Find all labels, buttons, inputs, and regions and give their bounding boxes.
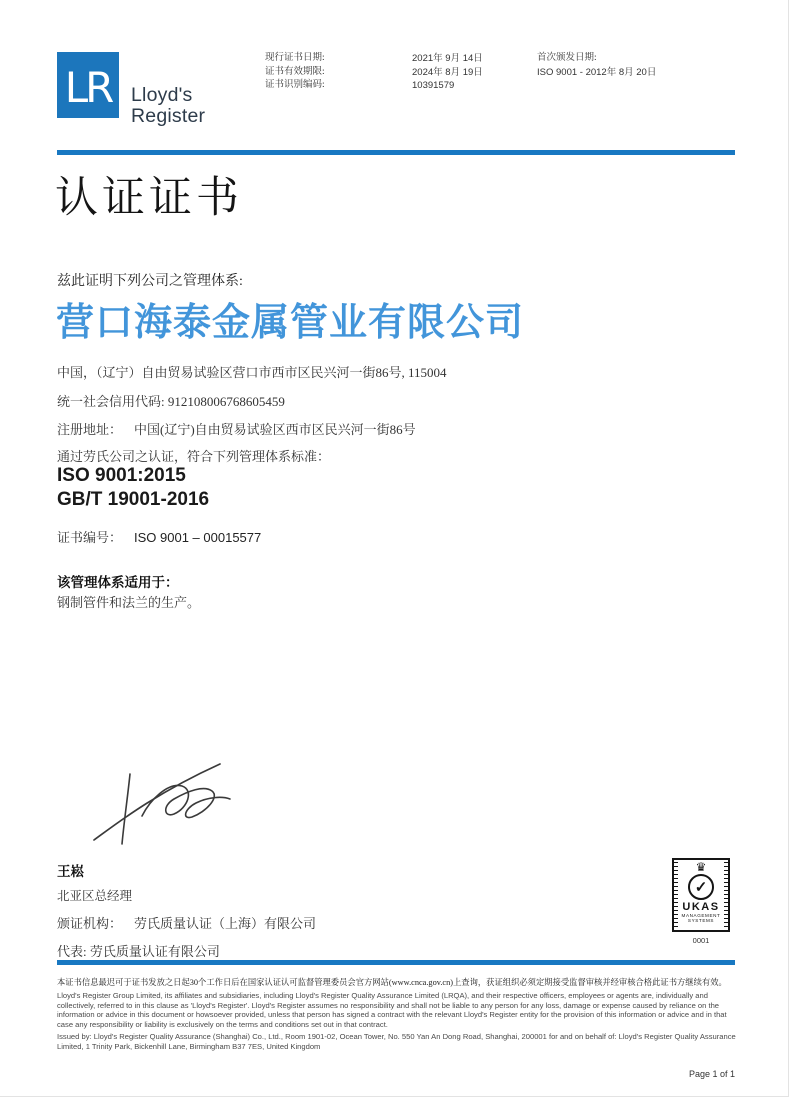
footer-disclaimer: Lloyd's Register Group Limited, its affiliates and subsidiaries, including Lloyd's Register Quality Assurance Limited (LRQA), and their respective officers, employees or agents are, individually and collectively, referred to in this clause as 'Lloyd's Register'. Lloyd's Register assumes no responsibility and shall not be liable to any person for any loss, damage or expense caused by reliance on the information or advice in this document or howsoever provided, unless that person has signed a contract with the relevant Lloyd's Register entity for the provision of this information or advice and in that case any responsibility or liability is exclusively on the terms and conditions set out in that contract. bbox=[57, 990, 727, 1030]
standards-block bbox=[57, 464, 209, 512]
issuing-body-label: 颁证机构： bbox=[57, 916, 123, 931]
current-issue-date-value: 2021年 9月 14日 bbox=[412, 53, 483, 64]
logo-wordmark-line2: Register bbox=[131, 105, 206, 127]
ukas-number: 0001 bbox=[692, 936, 710, 945]
standard-gbt: GB/T 19001-2016 bbox=[57, 489, 210, 510]
logo-wordmark-line1: Lloyd's bbox=[131, 84, 193, 106]
company-name: 营口海泰金属管业有限公司 bbox=[56, 302, 525, 344]
intro-line: 兹此证明下列公司之管理体系: bbox=[57, 274, 243, 289]
certificate-id-label: 证书识别编码: bbox=[265, 80, 325, 90]
ukas-subtitle-1: MANAGEMENT bbox=[681, 913, 721, 918]
header-field-labels bbox=[265, 52, 325, 93]
checkmark-icon: ✓ bbox=[694, 878, 708, 896]
expiry-date-value: 2024年 8月 19日 bbox=[412, 66, 483, 78]
registered-address-line bbox=[57, 419, 416, 438]
ukas-subtitle-2: SYSTEMS bbox=[687, 918, 715, 924]
standard-iso: ISO 9001:2015 bbox=[57, 465, 186, 486]
lr-monogram-text: LR bbox=[64, 63, 112, 112]
ukas-ticks-left bbox=[674, 862, 678, 928]
issuing-body-line bbox=[57, 913, 316, 932]
issuing-body-value: 劳氏质量认证（上海）有限公司 bbox=[134, 916, 317, 931]
lr-monogram-icon bbox=[57, 52, 119, 118]
signer-title: 北亚区总经理 bbox=[57, 889, 133, 903]
page-number: Page 1 of 1 bbox=[688, 1069, 735, 1079]
scope-text: 钢制管件和法兰的生产。 bbox=[57, 595, 201, 610]
crown-icon: ♛ bbox=[695, 860, 707, 874]
certificate-number-line bbox=[57, 527, 261, 546]
bottom-divider bbox=[57, 960, 735, 965]
original-approval-label: 首次颁发日期: bbox=[537, 53, 597, 63]
company-address: 中国，（辽宁）自由贸易试验区营口市西市区民兴河一街86号, 115004 bbox=[57, 365, 447, 380]
representative-line: 代表: 劳氏质量认证有限公司 bbox=[57, 944, 220, 959]
current-issue-date-label: 现行证书日期: bbox=[265, 53, 325, 63]
logo-wordmark bbox=[131, 85, 205, 127]
registered-address-label: 注册地址： bbox=[57, 422, 123, 437]
check-circle-icon bbox=[688, 874, 714, 900]
scope-heading: 该管理体系适用于： bbox=[57, 575, 179, 590]
credit-code-line: 统一社会信用代码: 912108006768605459 bbox=[57, 394, 285, 409]
approval-statement: 通过劳氏公司之认证，符合下列管理体系标准： bbox=[57, 449, 331, 464]
certificate-number-value: ISO 9001 – 00015577 bbox=[134, 530, 262, 545]
footer-issued-by: Issued by: Lloyd's Register Quality Assurance (Shanghai) Co., Ltd., Room 1901-02, Ocean Tower, No. 550 Yan An Dong Road, Shanghai, 200001 for and on behalf of: Lloyd's Register Quality Assurance Limited, 1 Trinity Park, Bickenhill Lane, Birmingham B37 7ES, United Kingdom bbox=[57, 1031, 736, 1051]
page-title: 认证证书 bbox=[55, 175, 243, 222]
lloyds-register-logo-icon bbox=[57, 52, 119, 118]
top-divider bbox=[57, 150, 735, 155]
ukas-accreditation-mark bbox=[672, 858, 730, 932]
certificate-id-value: 10391579 bbox=[412, 80, 455, 91]
original-approval-block bbox=[537, 52, 656, 79]
original-approval-value: ISO 9001 - 2012年 8月 20日 bbox=[537, 66, 657, 78]
footer-cn-notice: 本证书信息最迟可于证书发放之日起30个工作日后在国家认证认可监督管理委员会官方网站(www.cnca.gov.cn)上查询，获证组织必须定期接受监督审核并经审核合格此证书方继续有效。 bbox=[57, 978, 727, 987]
expiry-date-label: 证书有效期限: bbox=[265, 66, 325, 77]
certificate-number-label: 证书编号： bbox=[57, 530, 123, 545]
ukas-ticks-right bbox=[724, 862, 728, 928]
signature-image bbox=[88, 750, 268, 850]
registered-address-value: 中国(辽宁)自由贸易试验区西市区民兴河一街86号 bbox=[134, 422, 416, 437]
footer-smallprint bbox=[57, 978, 738, 1052]
signer-name: 王崧 bbox=[57, 864, 84, 879]
ukas-wordmark: UKAS bbox=[682, 901, 720, 913]
header-field-values bbox=[412, 52, 483, 93]
